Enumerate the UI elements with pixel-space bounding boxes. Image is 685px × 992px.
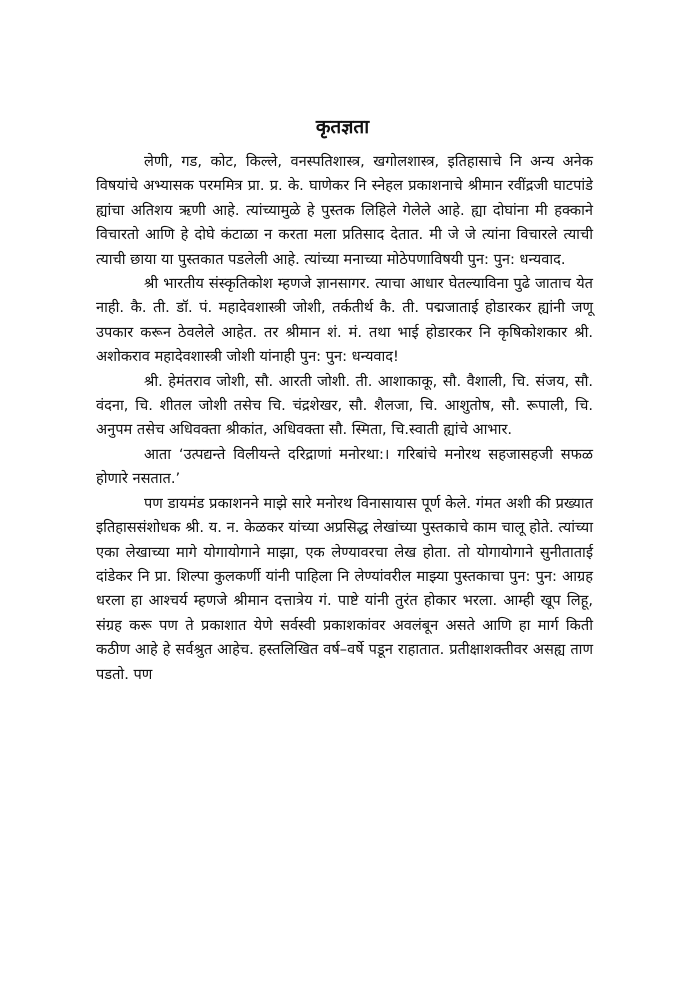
paragraph: पण डायमंड प्रकाशनने माझे सारे मनोरथ विनासायास पूर्ण केले. गंमत अशी की प्रख्यात इतिहाससंशोधक श्री. य. न. केळकर यांच्या अप्रसिद्ध लेखांच्या पुस्तकाचे काम चालू होते. त्यांच्या एका लेखाच्या मागे योगायोगाने माझा, एक लेण्यावरचा लेख होता. तो योगायोगाने सुनीताताई दांडेकर नि प्रा. शिल्पा कुलकर्णी यांनी पाहिला नि लेण्यांवरील माझ्या पुस्तकाचा पुन: पुन: आग्रह धरला हा आश्चर्य म्हणजे श्रीमान दत्तात्रेय गं. पाष्टे यांनी तुरंत होकार भरला. आम्ही खूप लिहू, संग्रह करू पण ते प्रकाशात येणे सर्वस्वी प्रकाशकांवर अवलंबून असते आणि हा मार्ग किती कठीण आहे हे सर्वश्रुत आहेच. हस्तलिखित वर्ष–वर्षे पडून राहातात. प्रतीक्षाशक्तीवर असह्य ताण पडतो. पण (96, 494, 593, 683)
paragraph: श्री. हेमंतराव जोशी, सौ. आरती जोशी. ती. आशाकाकू, सौ. वैशाली, चि. संजय, सौ. वंदना, चि. शीतल जोशी तसेच चि. चंद्रशेखर, सौ. शैलजा, चि. आशुतोष, सौ. रूपाली, चि. अनुपम तसेच अधिवक्ता श्रीकांत, अधिवक्ता सौ. स्मिता, चि.स्वाती ह्यांचे आभार. (96, 372, 593, 439)
paragraph: लेणी, गड, कोट, किल्ले, वनस्पतिशास्त्र, खगोलशास्त्र, इतिहासाचे नि अन्य अनेक विषयांचे अभ्यासक परममित्र प्रा. प्र. के. घाणेकर नि स्नेहल प्रकाशनाचे श्रीमान रवींद्रजी घाटपांडे ह्यांचा अतिशय ऋणी आहे. त्यांच्यामुळे हे पुस्तक लिहिले गेलेले आहे. ह्या दोघांना मी हक्काने विचारतो आणि हे दोघे कंटाळा न करता मला प्रतिसाद देतात. मी जे जे त्यांना विचारले त्याची त्याची छाया या पुस्तकात पडलेली आहे. त्यांच्या मनाच्या मोठेपणाविषयी पुन: पुन: धन्यवाद. (96, 153, 593, 268)
page-title: कृतज्ञता (315, 116, 370, 138)
paragraph: आता ‘उत्पद्यन्ते विलीयन्ते दरिद्राणां मनोरथा:। गरिबांचे मनोरथ सहजासहजी सफळ होणारे नसतात.’ (96, 445, 593, 488)
body-text (96, 150, 593, 687)
paragraph: श्री भारतीय संस्कृतिकोश म्हणजे ज्ञानसागर. त्याचा आधार घेतल्याविना पुढे जाताच येत नाही. कै. ती. डॉ. पं. महादेवशास्त्री जोशी, तर्कतीर्थ कै. ती. पद्मजाताई होडारकर ह्यांनी जणू उपकार करून ठेवलेले आहेत. तर श्रीमान शं. मं. तथा भाई होडारकर नि कृषिकोशकार श्री. अशोकराव महादेवशास्त्री जोशी यांनाही पुन: पुन: धन्यवाद! (96, 275, 593, 366)
